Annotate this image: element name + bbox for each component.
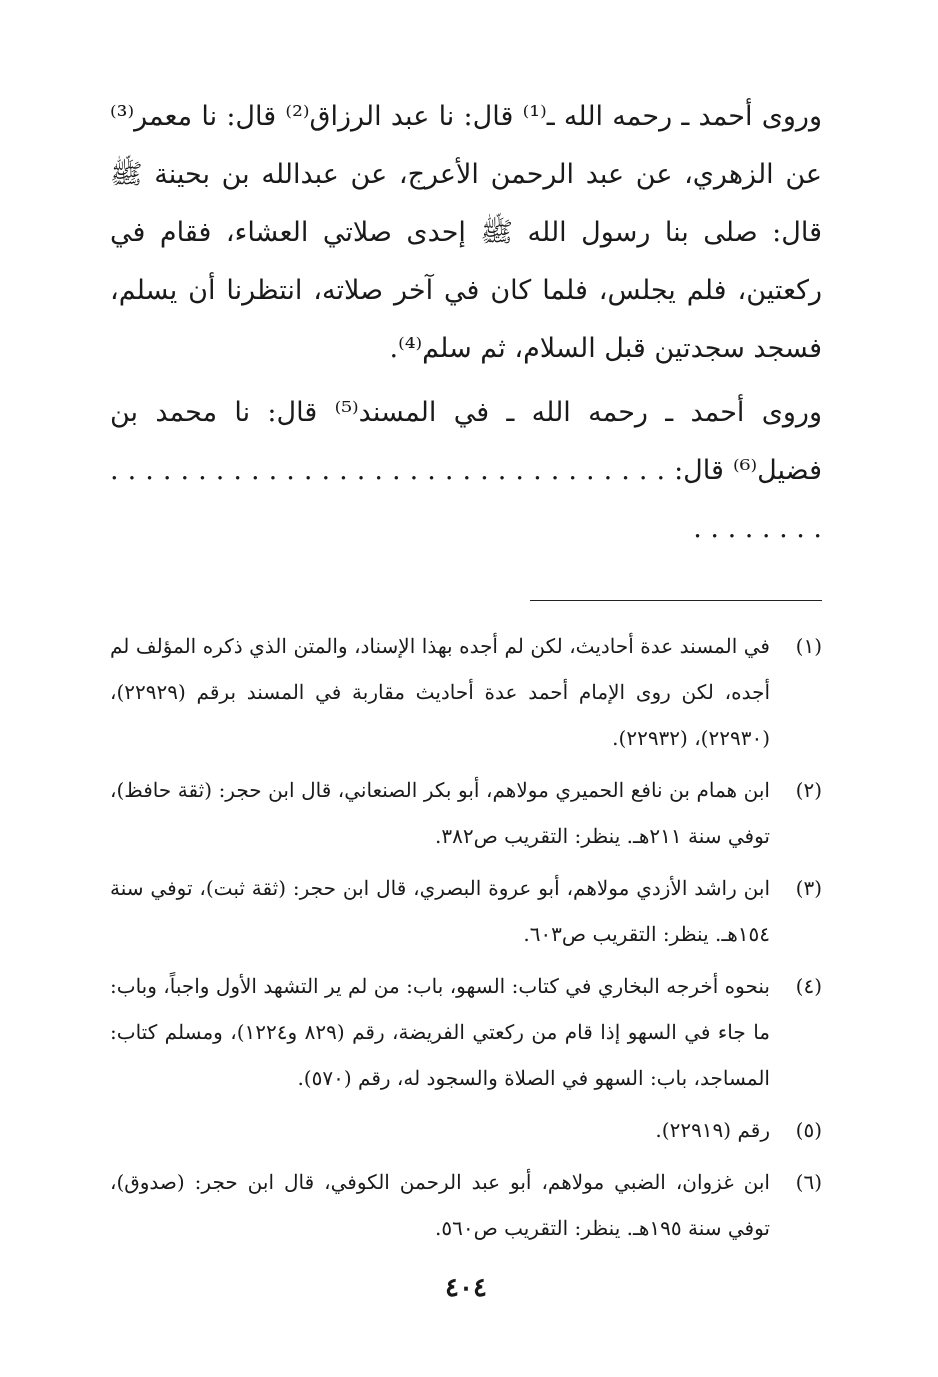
footnote-text: ابن همام بن نافع الحميري مولاهم، أبو بكر الصنعاني، قال ابن حجر: (ثقة حافظ)، توفي سنة ٢١١هـ. ينظر: التقريب ص٣٨٢.: [110, 778, 770, 848]
main-paragraph: وروى أحمد ـ رحمه الله ـ⁽¹⁾ قال: نا عبد الرزاق⁽²⁾ قال: نا معمر⁽³⁾ عن الزهري، عن عبد الرحمن الأعرج، عن عبدالله بن بحينة ﷺ قال: صلى بنا رسول الله ﷺ إحدى صلاتي العشاء، فقام في ركعتين، فلم يجلس، فلما كان في آخر صلاته، انتظرنا أن يسلم، فسجد سجدتين قبل السلام، ثم سلم⁽⁴⁾.: [110, 101, 823, 364]
footnote-item: [110, 767, 822, 859]
page-number: ٤٠٤: [445, 1273, 487, 1303]
main-paragraph: وروى أحمد ـ رحمه الله ـ في المسند⁽⁵⁾ قال: نا محمد بن فضيل⁽⁶⁾ قال: . . . . . . . . . . . . . . . . . . . . . . . . . . . . . . . . . . . . . . . .: [110, 397, 822, 544]
footnote-text: ابن غزوان، الضبي مولاهم، أبو عبد الرحمن الكوفي، قال ابن حجر: (صدوق)، توفي سنة ١٩٥هـ. ينظر: التقريب ص٥٦٠.: [110, 1170, 770, 1240]
footnote-item: [110, 623, 822, 761]
footnote-item: [110, 1107, 822, 1153]
footnote-number: (٢): [795, 778, 822, 802]
footnote-text: في المسند عدة أحاديث، لكن لم أجده بهذا الإسناد، والمتن الذي ذكره المؤلف لم أجده، لكن روى الإمام أحمد عدة أحاديث مقاربة في المسند برقم (٢٢٩٢٩)، (٢٢٩٣٠)، (٢٢٩٣٢).: [110, 634, 770, 750]
footnote-item: [110, 1159, 822, 1251]
book-page: [110, 88, 822, 1303]
footnote-text: ابن راشد الأزدي مولاهم، أبو عروة البصري، قال ابن حجر: (ثقة ثبت)، توفي سنة ١٥٤هـ. ينظر: التقريب ص٦٠٣.: [110, 876, 770, 946]
footnote-number: (١): [795, 634, 822, 658]
footnotes: [110, 623, 822, 1251]
footnote-item: [110, 963, 822, 1101]
footnote-text: بنحوه أخرجه البخاري في كتاب: السهو، باب: من لم ير التشهد الأول واجباً، وباب: ما جاء في السهو إذا قام من ركعتي الفريضة، رقم (٨٢٩ و١٢٢٤)، ومسلم كتاب: المساجد، باب: السهو في الصلاة والسجود له، رقم (٥٧٠).: [110, 974, 770, 1090]
footnote-number: (٦): [795, 1170, 822, 1194]
footnote-text: رقم (٢٢٩١٩).: [655, 1118, 770, 1142]
footnote-divider: [530, 600, 822, 601]
footnote-number: (٣): [795, 876, 822, 900]
main-text: [110, 88, 822, 558]
footnote-number: (٥): [795, 1118, 822, 1142]
footnote-number: (٤): [795, 974, 822, 998]
footnote-item: [110, 865, 822, 957]
